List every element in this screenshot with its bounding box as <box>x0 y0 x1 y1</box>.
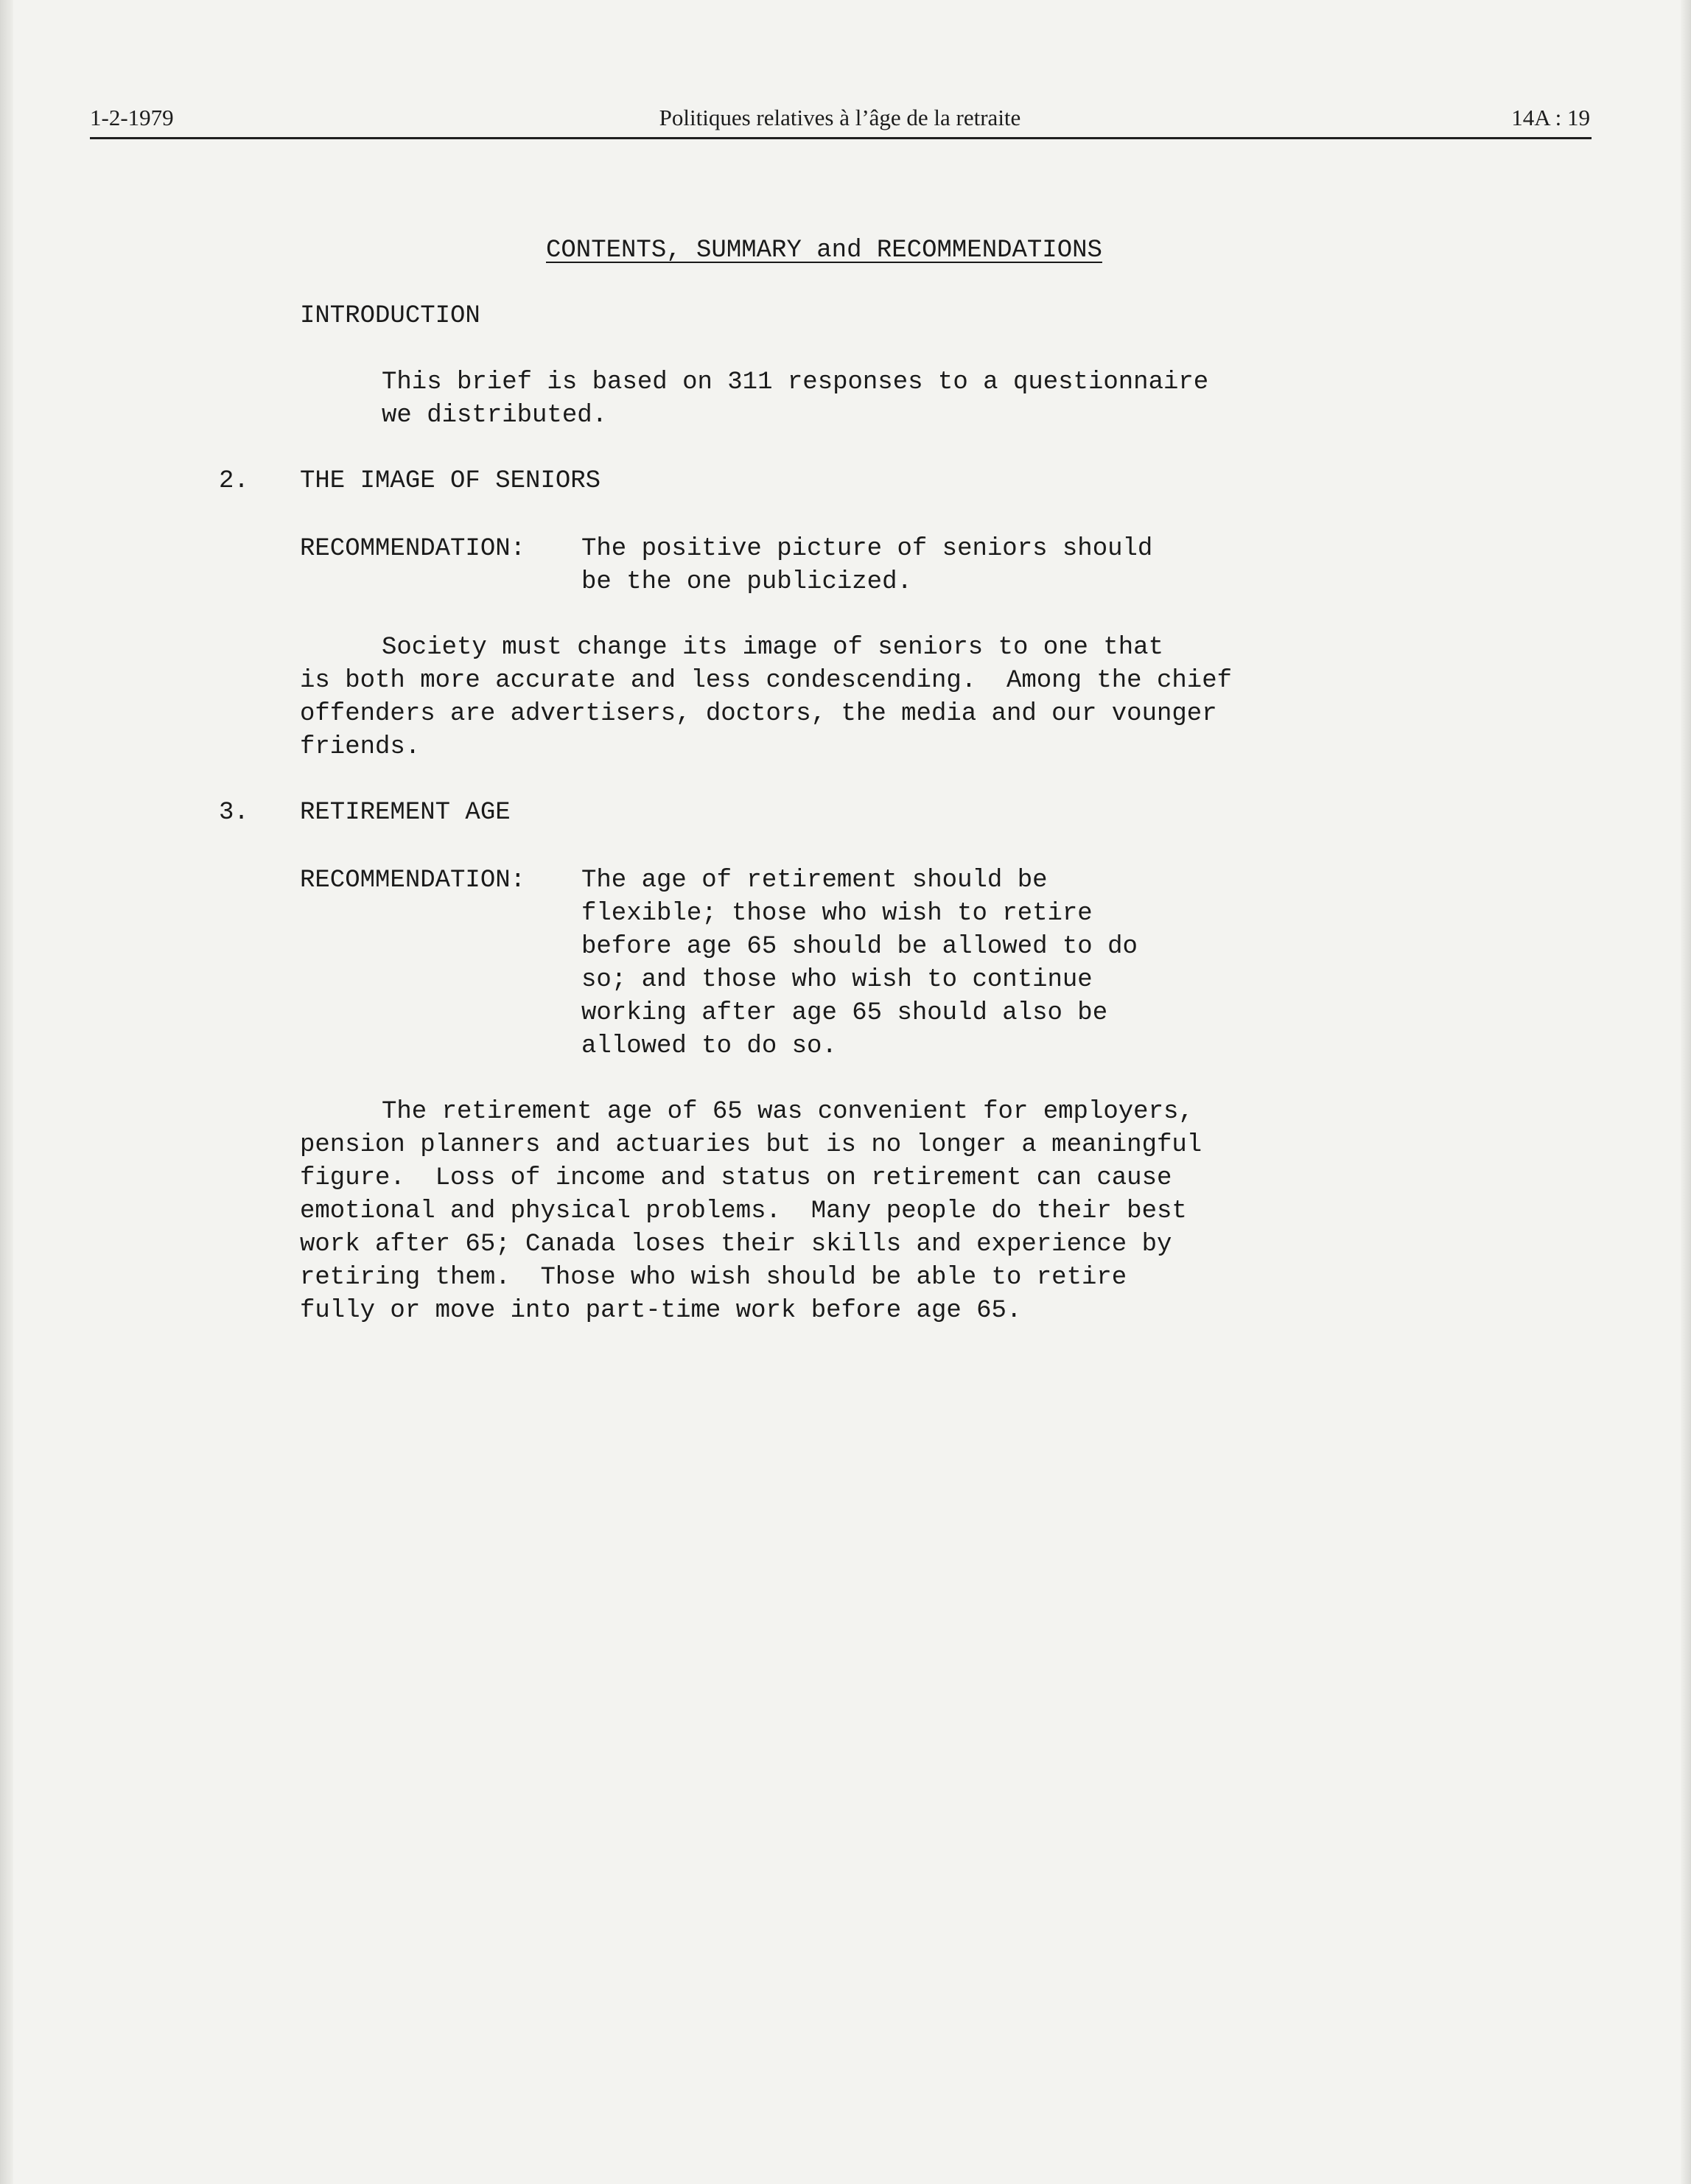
section-3-recommendation-line: working after age 65 should also be <box>581 999 1108 1027</box>
header-date: 1-2-1979 <box>90 105 174 130</box>
section-2-number: 2. <box>219 467 249 495</box>
introduction-line: we distributed. <box>382 402 608 430</box>
header-page-number: 14A : 19 <box>1511 105 1590 130</box>
section-3-paragraph-line: figure. Loss of income and status on retirement can cause <box>300 1164 1172 1192</box>
introduction-line: This brief is based on 311 responses to a questionnaire <box>382 368 1209 396</box>
section-2-paragraph-line: is both more accurate and less condescending. Among the chief <box>300 667 1233 695</box>
introduction-heading: INTRODUCTION <box>300 302 480 330</box>
page-right-edge <box>1681 0 1691 2184</box>
section-2-recommendation-line: be the one publicized. <box>581 568 912 596</box>
section-3-paragraph-line: emotional and physical problems. Many people do their best <box>300 1197 1187 1225</box>
section-2-recommendation-line: The positive picture of seniors should <box>581 535 1153 563</box>
header-title: Politiques relatives à l’âge de la retraite <box>659 105 1021 130</box>
section-3-recommendation-line: before age 65 should be allowed to do <box>581 933 1138 961</box>
section-2-paragraph-line: friends. <box>300 733 421 761</box>
section-2-paragraph-line: offenders are advertisers, doctors, the media and our vounger <box>300 700 1217 728</box>
section-3-recommendation-line: flexible; those who wish to retire <box>581 900 1093 928</box>
page-left-edge <box>0 0 13 2184</box>
section-3-recommendation-label: RECOMMENDATION: <box>300 867 526 895</box>
section-3-paragraph-line: retiring them. Those who wish should be able to retire <box>300 1264 1127 1292</box>
section-2-paragraph-line: Society must change its image of seniors to one that <box>382 634 1163 662</box>
section-3-recommendation-line: The age of retirement should be <box>581 867 1048 895</box>
section-3-paragraph-line: The retirement age of 65 was convenient for employers, <box>382 1098 1194 1126</box>
section-2-heading: THE IMAGE OF SENIORS <box>300 467 601 495</box>
running-header <box>90 100 1590 139</box>
section-3-number: 3. <box>219 799 249 827</box>
section-3-heading: RETIREMENT AGE <box>300 799 511 827</box>
main-heading: CONTENTS, SUMMARY and RECOMMENDATIONS <box>546 237 1102 265</box>
section-3-paragraph-line: pension planners and actuaries but is no longer a meaningful <box>300 1131 1202 1159</box>
section-3-recommendation-line: so; and those who wish to continue <box>581 966 1093 994</box>
header-rule <box>90 137 1592 139</box>
section-3-recommendation-line: allowed to do so. <box>581 1032 837 1060</box>
section-3-paragraph-line: fully or move into part-time work before age 65. <box>300 1297 1022 1325</box>
section-3-paragraph-line: work after 65; Canada loses their skills and experience by <box>300 1231 1172 1259</box>
section-2-recommendation-label: RECOMMENDATION: <box>300 535 526 563</box>
